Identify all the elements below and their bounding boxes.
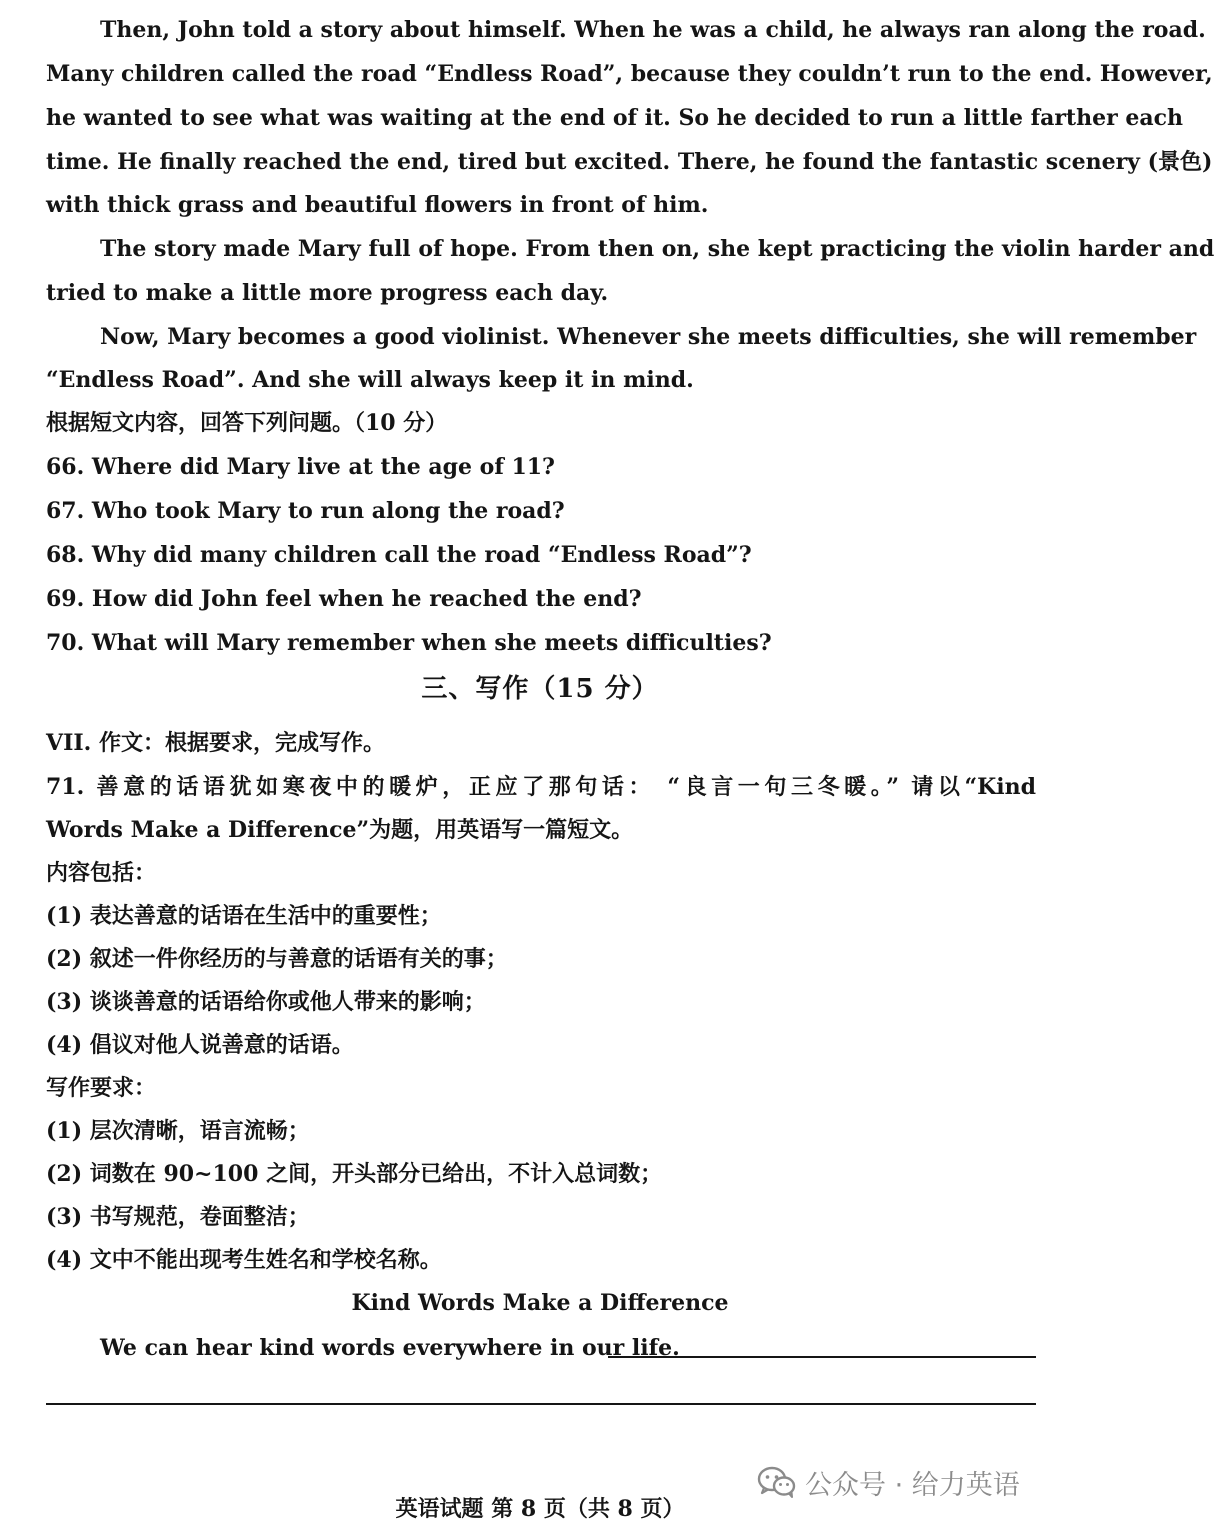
content-heading: 内容包括：	[46, 860, 157, 886]
writing-prompt: 71. 善意的话语犹如寒夜中的暖炉，正应了那句话： “良言一句三冬暖。” 请以“Kind	[46, 774, 1036, 800]
part-heading: VII. 作文：根据要求，完成写作。	[46, 730, 385, 756]
passage-line: Now, Mary becomes a good violinist. Whenever she meets difficulties, she will remember	[100, 324, 1197, 350]
question-item: 69. How did John feel when he reached the end?	[46, 586, 642, 612]
question-item: 66. Where did Mary live at the age of 11?	[46, 454, 555, 480]
requirements-heading: 写作要求：	[46, 1075, 157, 1101]
content-item: (2) 叙述一件你经历的与善意的话语有关的事；	[46, 946, 508, 972]
content-item: (3) 谈谈善意的话语给你或他人带来的影响；	[46, 989, 486, 1015]
answer-blank[interactable]	[46, 1403, 1036, 1405]
passage-line: time. He finally reached the end, tired but excited. There, he found the fantastic scenery (景色)	[46, 149, 1213, 175]
page-footer: 英语试题 第 8 页（共 8 页）	[395, 1496, 685, 1522]
watermark-text: 公众号 · 给力英语	[805, 1469, 1020, 1501]
passage-line: he wanted to see what was waiting at the end of it. So he decided to run a little farther each	[46, 105, 1183, 131]
requirement-item: (1) 层次清晰，语言流畅；	[46, 1118, 310, 1144]
passage-line: Many children called the road “Endless Road”, because they couldn’t run to the end. However,	[46, 61, 1213, 87]
essay-start: We can hear kind words everywhere in our life.	[100, 1335, 680, 1361]
passage-line: Then, John told a story about himself. When he was a child, he always ran along the road.	[100, 17, 1206, 43]
question-item: 70. What will Mary remember when she meets difficulties?	[46, 630, 772, 656]
question-item: 67. Who took Mary to run along the road?	[46, 498, 565, 524]
requirement-item: (2) 词数在 90~100 之间，开头部分已给出，不计入总词数；	[46, 1161, 663, 1187]
passage-line: tried to make a little more progress each day.	[46, 280, 609, 306]
answer-blank[interactable]	[608, 1356, 1036, 1358]
content-item: (1) 表达善意的话语在生活中的重要性；	[46, 903, 442, 929]
passage-line: with thick grass and beautiful flowers in front of him.	[46, 192, 709, 218]
passage-line: “Endless Road”. And she will always keep it in mind.	[46, 367, 694, 393]
question-item: 68. Why did many children call the road “Endless Road”?	[46, 542, 752, 568]
requirement-item: (3) 书写规范，卷面整洁；	[46, 1204, 310, 1230]
questions-instruction: 根据短文内容，回答下列问题。（10 分）	[46, 410, 448, 436]
passage-line: The story made Mary full of hope. From then on, she kept practicing the violin harder and	[100, 236, 1214, 262]
section-title: 三、写作（15 分）	[421, 674, 659, 704]
essay-title: Kind Words Make a Difference	[351, 1290, 729, 1316]
content-item: (4) 倡议对他人说善意的话语。	[46, 1032, 354, 1058]
writing-prompt: Words Make a Difference”为题，用英语写一篇短文。	[46, 817, 634, 843]
requirement-item: (4) 文中不能出现考生姓名和学校名称。	[46, 1247, 442, 1273]
